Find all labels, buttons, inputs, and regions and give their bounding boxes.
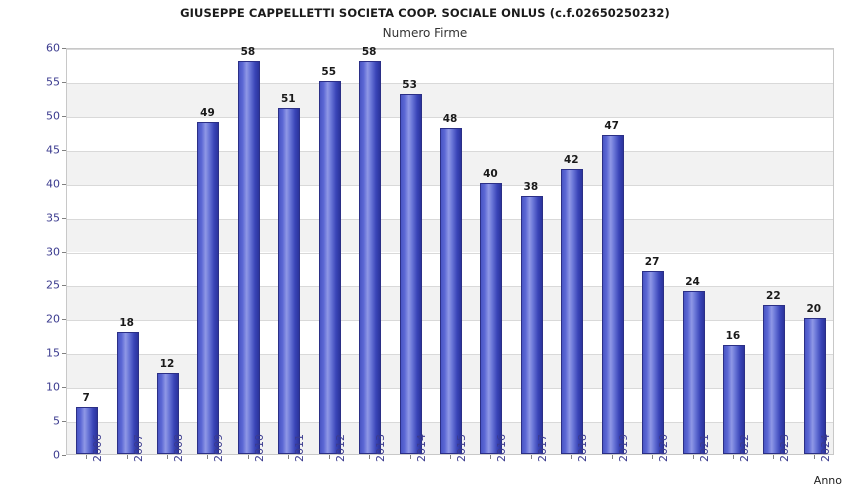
bar-value-label: 27 [644,255,660,268]
x-axis-tick-label: 2015 [455,434,468,462]
y-axis-tick-label: 55 [46,75,60,89]
bar-value-label: 16 [725,330,741,343]
x-axis-tick-label: 2013 [374,434,388,462]
y-axis-tick-mark [62,116,66,117]
x-axis-tick-mark [410,455,411,459]
bar-value-label: 53 [402,79,417,92]
x-axis-tick-mark [369,455,370,459]
y-axis-tick-mark [62,48,66,49]
bar-value-label: 58 [240,45,256,58]
bar-value-label: 55 [321,65,337,78]
x-axis-tick-label: 2019 [616,434,630,462]
bar-value-label: 12 [159,357,175,370]
bar-value-label: 47 [604,120,619,133]
y-axis-tick-mark [62,252,66,253]
x-axis-tick-mark [733,455,734,459]
bar-rect[interactable] [683,291,705,454]
y-axis-tick-mark [62,387,66,388]
x-axis-tick-mark [167,455,168,459]
x-axis-tick-label: 2017 [535,434,549,462]
bar[interactable] [238,48,260,454]
bar[interactable] [400,48,422,454]
x-axis-tick-label: 2016 [495,434,509,462]
chart-title: GIUSEPPE CAPPELLETTI SOCIETA COOP. SOCIALE ONLUS (c.f.02650250232) [180,6,670,20]
bar-rect[interactable] [197,122,219,454]
bar-value-label: 24 [685,276,700,289]
y-axis-tick-label: 15 [46,346,60,360]
bar-value-label: 42 [563,154,579,167]
y-axis-tick-label: 50 [46,109,60,123]
x-axis-tick-label: 2023 [778,434,792,462]
bar-rect[interactable] [561,169,583,454]
x-axis-tick-mark [127,455,128,459]
bar-rect[interactable] [238,61,260,454]
bar[interactable] [480,48,502,454]
plot-area [66,45,834,455]
x-axis-tick-mark [693,455,694,459]
x-axis-tick-mark [86,455,87,459]
x-axis-tick-mark [814,455,815,459]
y-axis-tick-label: 10 [46,380,60,394]
y-axis-tick-mark [62,285,66,286]
x-axis-tick-mark [531,455,532,459]
x-axis-tick-mark [329,455,330,459]
bar[interactable] [602,48,624,454]
x-axis-tick-label: 2018 [576,434,590,462]
bar-value-label: 58 [361,45,377,58]
y-axis-tick-mark [62,218,66,219]
bar[interactable] [723,48,745,454]
x-axis-tick-label: 2020 [657,434,671,462]
y-axis-tick-mark [62,82,66,83]
bar[interactable] [683,48,705,454]
bar-value-label: 51 [281,93,296,106]
bar-rect[interactable] [521,196,543,454]
x-axis-tick-mark [773,455,774,459]
y-axis-tick-label: 25 [46,278,60,292]
x-axis-tick-mark [612,455,613,459]
bar-value-label: 18 [119,316,134,329]
x-axis-label: Anno [813,474,842,487]
bar[interactable] [763,48,785,454]
y-axis-tick-label: 45 [46,143,60,157]
x-axis-tick-label: 2009 [212,434,226,462]
x-axis-tick-mark [248,455,249,459]
bar-rect[interactable] [319,81,341,454]
x-axis-tick-label: 2006 [91,434,105,462]
bar-value-label: 22 [766,289,781,302]
y-axis-tick-mark [62,150,66,151]
x-axis-tick-mark [571,455,572,459]
bar-rect[interactable] [400,94,422,454]
y-axis-tick-mark [62,184,66,185]
bar-rect[interactable] [359,61,381,454]
x-axis-tick-label: 2007 [131,434,145,462]
bar-series [67,49,833,454]
bar-rect[interactable] [480,183,502,454]
bar[interactable] [117,48,139,454]
bar-rect[interactable] [602,135,624,454]
bar[interactable] [157,48,179,454]
y-axis-tick-label: 30 [46,245,60,258]
bar[interactable] [642,48,664,454]
bar-value-label: 40 [483,167,498,180]
y-axis-tick-label: 0 [53,448,60,462]
x-axis-tick-label: 2014 [414,434,428,462]
bar[interactable] [440,48,462,454]
x-axis-tick-label: 2010 [252,434,266,462]
y-axis-tick-mark [62,455,66,456]
bar[interactable] [278,48,300,454]
y-axis-tick-label: 40 [46,177,60,191]
y-axis-tick-label: 60 [46,41,60,55]
bar[interactable] [561,48,583,454]
bar-value-label: 49 [200,106,215,119]
bar-rect[interactable] [642,271,664,454]
bar-value-label: 20 [806,303,822,316]
y-axis-tick-mark [62,319,66,320]
x-axis-tick-label: 2022 [737,434,751,462]
x-axis-tick-mark [288,455,289,459]
x-axis-tick-mark [207,455,208,459]
bar-rect[interactable] [440,128,462,454]
bar[interactable] [319,48,341,454]
chart-subtitle: Numero Firme [382,26,468,40]
y-axis-tick-mark [62,353,66,354]
bar-value-label: 48 [442,113,458,126]
bar[interactable] [359,48,381,454]
y-axis-tick-label: 5 [53,414,60,428]
x-axis-tick-mark [652,455,653,459]
x-axis-tick-mark [450,455,451,459]
bar-rect[interactable] [278,108,300,454]
x-axis-tick-label: 2008 [172,434,186,462]
y-axis-tick-mark [62,421,66,422]
y-axis-tick-label: 35 [46,211,60,225]
x-axis-tick-label: 2024 [818,434,832,462]
y-axis-tick-label: 20 [46,312,60,326]
x-axis-tick-label: 2012 [333,434,347,462]
bar[interactable] [521,48,543,454]
x-axis-tick-label: 2011 [293,434,307,462]
bar[interactable] [804,48,826,454]
x-axis-tick-label: 2021 [697,434,711,462]
bar-rect[interactable] [763,305,785,454]
x-axis-tick-mark [490,455,491,459]
bar-value-label: 38 [523,181,539,194]
bar-value-label: 7 [82,391,90,404]
